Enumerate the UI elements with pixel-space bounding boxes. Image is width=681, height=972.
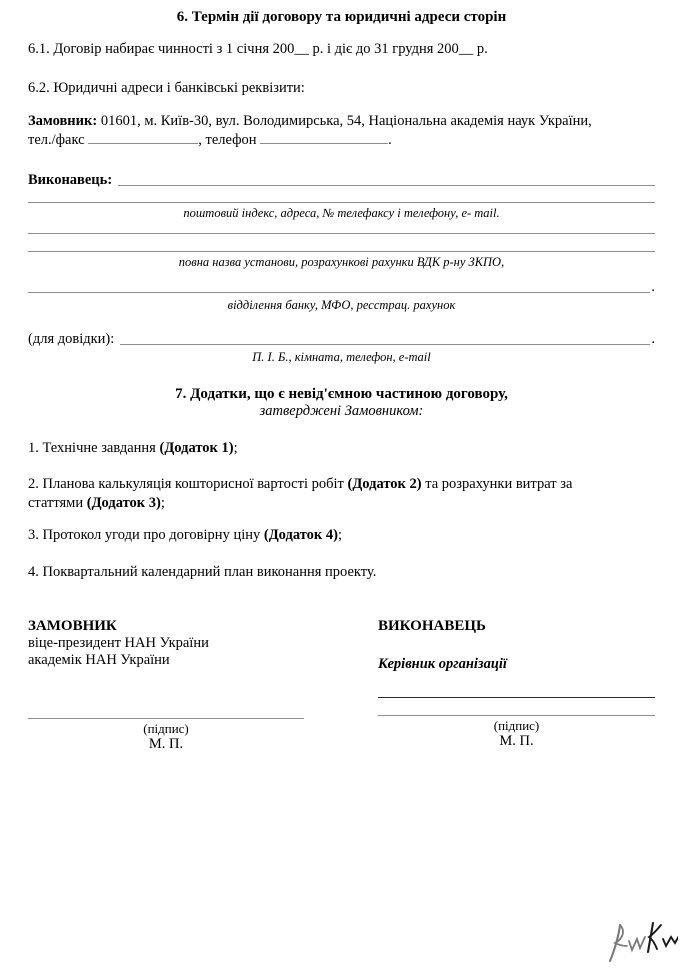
executor-role: Керівник організації [378,656,507,672]
executor-signature-line-top [378,697,655,698]
customer-heading: ЗАМОВНИК [28,618,117,634]
item1-text: 1. Технічне завдання [28,440,160,456]
item3-end: ; [337,527,342,543]
customer-label: Замовник: [28,113,98,129]
executor-sign-caption: (підпис) [493,718,540,733]
item2-ref2: (Додаток 3) [86,495,161,511]
appendix-item-4: 4. Поквартальний календарний план виконання проекту. [28,564,377,580]
reference-label: (для довідки): [28,331,115,347]
item1-end: ; [233,440,238,456]
rule-4-period: . [651,279,655,295]
blank-rule-4 [28,292,650,293]
signature-section [28,618,655,753]
fax-blank-field [88,131,198,144]
caption-bank: відділення банку, МФО, ресстрац. рахунок [227,298,456,312]
executor-row [28,172,655,189]
phone-blank-field [260,131,388,144]
customer-line-end: . [388,132,392,148]
customer-title-line1: віце-президент НАН України [28,635,209,651]
item2-line2-text: статтями [28,495,87,511]
item2-end: ; [160,495,165,511]
executor-signature-column [378,618,655,753]
item2-text: 2. Планова калькуляція кошторисної вартості робіт [28,476,348,492]
reference-period: . [651,331,655,347]
executor-heading: ВИКОНАВЕЦЬ [378,618,486,634]
section7-title: 7. Додатки, що є невід'ємною частиною договору, [175,386,508,402]
customer-phone-label: , телефон [198,132,261,148]
blank-rule-1 [28,202,655,203]
section6-title: 6. Термін дії договору та юридичні адреси сторін [176,9,507,25]
caption-org: повна назва установи, розрахункові рахунки ВДК р-ну ЗКПО, [178,255,505,269]
customer-fax-label: тел./факс [28,132,89,148]
item1-ref: (Додаток 1) [159,440,234,456]
reference-row [28,331,655,348]
customer-address: 01601, м. Київ-30, вул. Володимирська, 54, Національна академія наук України, [97,113,592,129]
clause-6-2: 6.2. Юридичні адреси і банківські реквізити: [28,80,305,96]
item2-mid-text: та розрахунки витрат за [421,476,573,492]
customer-signature-line [28,718,304,719]
appendix-item-2 [28,475,655,513]
item3-text: 3. Протокол угоди про договірну ціну [28,527,264,543]
caption-postal: поштовий індекс, адреса, № телефаксу і телефону, е- mail. [183,206,500,220]
executor-signature-line [378,715,655,716]
item3-ref: (Додаток 4) [263,527,338,543]
customer-title-line2: академік НАН України [28,651,170,668]
handwritten-signature-icon [604,916,678,968]
executor-blank-field [118,185,655,186]
customer-signature-column [28,618,304,753]
executor-seal-label: М. П. [499,733,534,749]
section7-subtitle: затверджені Замовником: [259,403,424,419]
blank-rule-2 [28,233,655,234]
executor-label: Виконавець: [28,172,113,188]
blank-rule-3 [28,251,655,252]
appendix-item-1 [28,439,655,458]
caption-pib: П. І. Б., кімната, телефон, e-mail [252,350,431,364]
appendix-item-3 [28,526,655,545]
reference-blank-field [120,344,650,345]
blank-rule-4-row [28,279,655,296]
item2-ref1: (Додаток 2) [347,476,422,492]
customer-paragraph [28,112,655,150]
customer-sign-caption: (підпис) [143,721,189,736]
customer-seal-label: М. П. [148,736,184,752]
clause-6-1: 6.1. Договір набирає чинності з 1 січня 200__ р. і діє до 31 грудня 200__ р. [28,41,488,57]
